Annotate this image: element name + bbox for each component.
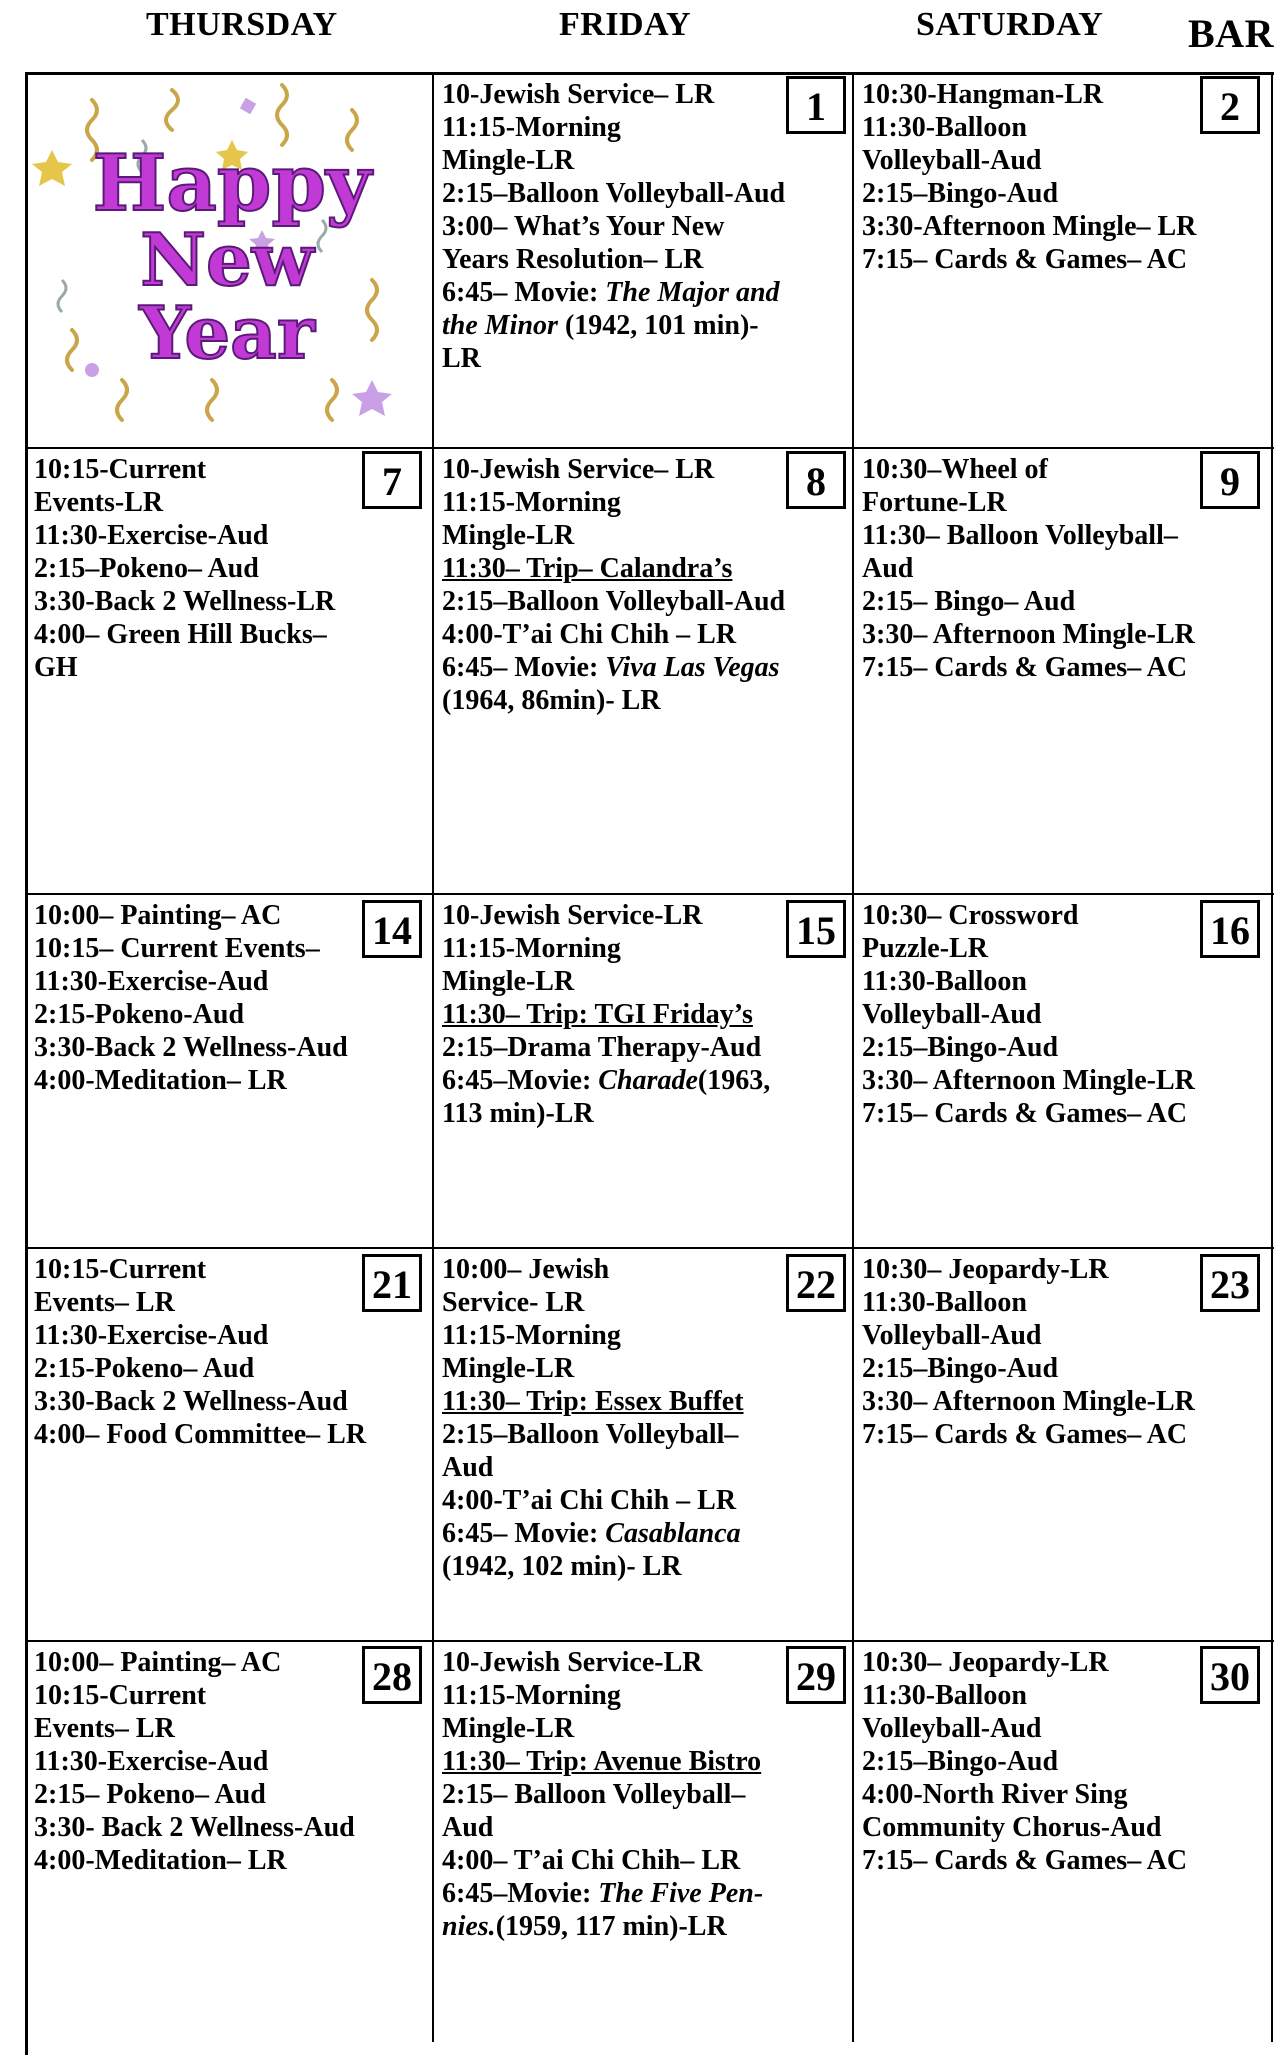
event-line [442,1844,844,1877]
event-text: Events– LR [34,1287,175,1318]
event-text: 6:45–Movie: [442,1878,599,1909]
event-line [442,1910,844,1943]
event-text: 10:15-Current [34,454,207,485]
date-number: 16 [1200,900,1260,958]
event-text: 10:30-Hangman-LR [862,79,1104,110]
event-text: 11:15-Morning [442,1320,621,1351]
event-line [442,1679,844,1712]
event-line [862,618,1264,651]
event-line [34,1712,426,1745]
movie-title: the Minor [442,310,558,341]
event-text: 10:30– Jeopardy-LR [862,1647,1109,1678]
event-line [862,1097,1264,1130]
event-text: 2:15–Bingo-Aud [862,1353,1059,1384]
header-saturday: SATURDAY [916,6,1104,43]
event-text: 6:45– Movie: [442,277,606,308]
event-line [442,1811,844,1844]
event-line [862,1778,1264,1811]
event-line [442,453,844,486]
event-line [862,1031,1264,1064]
event-text: 3:30-Back 2 Wellness-Aud [34,1032,348,1063]
event-text: 11:15-Morning [442,933,621,964]
event-line [862,1352,1264,1385]
event-text: (1942, 101 min)- [557,310,759,341]
event-text: 11:30-Exercise-Aud [34,1320,269,1351]
date-number: 28 [362,1646,422,1704]
event-line [34,1418,426,1451]
event-text: 11:30-Exercise-Aud [34,966,269,997]
event-line [862,177,1264,210]
movie-title: The Major and [605,277,780,308]
event-line [34,1385,426,1418]
event-text: 7:15– Cards & Games– AC [862,244,1188,275]
event-text: 10:00– Jewish [442,1254,610,1285]
event-line [442,1286,844,1319]
event-text: 10:15-Current [34,1680,207,1711]
event-text: 2:15– Balloon Volleyball– [442,1779,746,1810]
banner-line-2: New [140,217,314,302]
event-text: Volleyball-Aud [862,999,1042,1030]
event-line [862,1745,1264,1778]
event-text: 2:15-Pokeno– Aud [34,1353,255,1384]
event-text: 2:15–Balloon Volleyball-Aud [442,586,786,617]
event-text: 10-Jewish Service– LR [442,454,715,485]
event-text: Fortune-LR [862,487,1007,518]
event-line [442,276,844,309]
event-line [442,144,844,177]
event-text: 10:30– Crossword [862,900,1079,931]
event-line [862,651,1264,684]
event-text: Mingle-LR [442,1713,575,1744]
event-text: 4:00– Food Committee– LR [34,1419,367,1450]
event-text: Mingle-LR [442,520,575,551]
event-text: Volleyball-Aud [862,1713,1042,1744]
event-text: 10-Jewish Service-LR [442,900,703,931]
event-line [442,684,844,717]
event-text: (1963, [697,1065,771,1096]
event-line [34,1844,426,1877]
event-text: 11:15-Morning [442,487,621,518]
event-line [442,1484,844,1517]
event-line [34,651,426,684]
event-text: Puzzle-LR [862,933,988,964]
event-line [442,342,844,375]
event-line [442,1877,844,1910]
event-line [34,1811,426,1844]
date-number: 8 [786,451,846,509]
event-line [862,1418,1264,1451]
event-line [34,1031,426,1064]
banner-line-3: Year [139,290,315,375]
event-text: 11:30-Balloon [862,112,1027,143]
movie-title: The Five Pen- [598,1878,764,1909]
banner-line-1: Happy [92,138,372,229]
event-text: 11:15-Morning [442,1680,621,1711]
date-number: 14 [362,900,422,958]
event-line [442,1385,844,1418]
event-line [862,519,1264,552]
event-text: 11:15-Morning [442,112,621,143]
header-friday: FRIDAY [559,6,692,43]
event-line [442,552,844,585]
event-line [442,618,844,651]
event-line [442,1646,844,1679]
event-line [442,519,844,552]
event-line [442,899,844,932]
event-text: Aud [862,553,914,584]
movie-title: Viva Las Vegas [605,652,780,683]
event-line [442,1745,844,1778]
event-text: 3:30– Afternoon Mingle-LR [862,619,1195,650]
event-text: 11:30– Balloon Volleyball– [862,520,1178,551]
event-line [442,1097,844,1130]
event-text: 11:30-Balloon [862,1287,1027,1318]
event-text: 6:45–Movie: [442,1065,599,1096]
event-text: 10:15– Current Events– [34,933,320,964]
event-line [442,1550,844,1583]
event-line [442,1517,844,1550]
event-text: LR [442,343,481,374]
date-number: 2 [1200,76,1260,134]
event-text: Mingle-LR [442,145,575,176]
event-text: 11:30-Balloon [862,966,1027,997]
event-line [862,1844,1264,1877]
event-text: Events-LR [34,487,164,518]
event-line [34,552,426,585]
event-line [442,1031,844,1064]
date-number: 15 [786,900,846,958]
date-number: 7 [362,451,422,509]
event-line [862,210,1264,243]
event-line [442,1451,844,1484]
event-text: Years Resolution– LR [442,244,704,275]
event-text: 3:30– Afternoon Mingle-LR [862,1386,1195,1417]
event-text: 113 min)-LR [442,1098,594,1129]
event-text: 4:00-T’ai Chi Chih – LR [442,1485,737,1516]
event-text: Events– LR [34,1713,175,1744]
event-text: 3:30– Afternoon Mingle-LR [862,1065,1195,1096]
event-line [34,1064,426,1097]
event-text: 4:00– T’ai Chi Chih– LR [442,1845,741,1876]
event-line [442,965,844,998]
movie-title: nies. [442,1911,496,1942]
event-line [862,552,1264,585]
event-text: 11:30-Exercise-Aud [34,520,269,551]
event-text: GH [34,652,78,683]
date-number: 1 [786,76,846,134]
event-text: 2:15–Drama Therapy-Aud [442,1032,762,1063]
event-text: 2:15-Pokeno-Aud [34,999,245,1030]
event-text: 10:30–Wheel of [862,454,1048,485]
event-line [442,998,844,1031]
column-divider [1271,72,1273,2042]
event-text: 2:15–Balloon Volleyball-Aud [442,178,786,209]
event-text: 2:15–Bingo-Aud [862,1746,1059,1777]
date-number: 9 [1200,451,1260,509]
event-line [862,243,1264,276]
event-text: (1942, 102 min)- LR [442,1551,682,1582]
event-line [862,1712,1264,1745]
event-text: 11:30-Exercise-Aud [34,1746,269,1777]
event-line [442,1352,844,1385]
header-thursday: THURSDAY [146,6,338,43]
event-text: 11:30– Trip– Calandra’s [442,553,733,584]
event-line [442,111,844,144]
event-text: Mingle-LR [442,966,575,997]
event-text: Service- LR [442,1287,585,1318]
column-divider [432,72,434,2042]
event-line [442,1064,844,1097]
event-text: 11:30– Trip: Essex Buffet [442,1386,744,1417]
event-text: (1959, 117 min)-LR [495,1911,727,1942]
event-text: 6:45– Movie: [442,1518,606,1549]
event-text: 4:00– Green Hill Bucks– [34,619,327,650]
date-number: 30 [1200,1646,1260,1704]
event-line [34,1745,426,1778]
event-text: 7:15– Cards & Games– AC [862,1098,1188,1129]
event-text: 3:30-Afternoon Mingle– LR [862,211,1197,242]
event-text: 2:15– Bingo– Aud [862,586,1076,617]
event-line [862,965,1264,998]
event-text: 7:15– Cards & Games– AC [862,1845,1188,1876]
event-line [34,519,426,552]
event-text: 11:30– Trip: TGI Friday’s [442,999,753,1030]
header-extra-cut: BAR [1188,11,1274,56]
event-text: 7:15– Cards & Games– AC [862,1419,1188,1450]
event-text: 7:15– Cards & Games– AC [862,652,1188,683]
event-line [442,177,844,210]
event-text: 10:00– Painting– AC [34,900,282,931]
event-text: (1964, 86min)- LR [442,685,661,716]
event-line [862,144,1264,177]
event-text: 6:45– Movie: [442,652,606,683]
event-line [442,486,844,519]
date-number: 23 [1200,1254,1260,1312]
event-text: 4:00-Meditation– LR [34,1845,287,1876]
event-text: 3:30- Back 2 Wellness-Aud [34,1812,355,1843]
event-line [34,1778,426,1811]
event-text: 10:30– Jeopardy-LR [862,1254,1109,1285]
event-line [34,998,426,1031]
event-text: 2:15–Pokeno– Aud [34,553,259,584]
event-line [442,1253,844,1286]
event-text: Volleyball-Aud [862,145,1042,176]
event-text: Aud [442,1812,494,1843]
event-line [442,309,844,342]
date-number: 22 [786,1254,846,1312]
event-text: 4:00-North River Sing [862,1779,1128,1810]
event-text: 10-Jewish Service-LR [442,1647,703,1678]
event-text: 2:15–Bingo-Aud [862,1032,1059,1063]
movie-title: Casablanca [605,1518,741,1549]
event-line [862,998,1264,1031]
event-text: 2:15–Bingo-Aud [862,178,1059,209]
event-text: 3:30-Back 2 Wellness-Aud [34,1386,348,1417]
event-line [862,1385,1264,1418]
event-text: Volleyball-Aud [862,1320,1042,1351]
event-line [862,1811,1264,1844]
event-text: 4:00-Meditation– LR [34,1065,287,1096]
event-text: 3:00– What’s Your New [442,211,725,242]
event-text: 2:15–Balloon Volleyball– [442,1419,739,1450]
event-text: 4:00-T’ai Chi Chih – LR [442,619,737,650]
event-line [442,210,844,243]
event-text: 10:00– Painting– AC [34,1647,282,1678]
happy-new-year-clipart [32,80,432,430]
event-line [442,651,844,684]
event-text: 2:15– Pokeno– Aud [34,1779,266,1810]
date-number: 29 [786,1646,846,1704]
date-number: 21 [362,1254,422,1312]
column-divider [852,72,854,2042]
event-line [34,618,426,651]
event-line [34,1319,426,1352]
event-line [34,1352,426,1385]
event-text: 10:15-Current [34,1254,207,1285]
event-line [442,585,844,618]
event-line [862,1064,1264,1097]
event-text: 3:30-Back 2 Wellness-LR [34,586,336,617]
event-line [862,585,1264,618]
event-text: 11:30– Trip: Avenue Bistro [442,1746,762,1777]
event-line [442,78,844,111]
event-text: Community Chorus-Aud [862,1812,1162,1843]
event-text: 11:30-Balloon [862,1680,1027,1711]
event-line [34,585,426,618]
event-line [442,1712,844,1745]
event-line [34,965,426,998]
event-text: 10-Jewish Service– LR [442,79,715,110]
event-line [442,932,844,965]
event-line [442,1418,844,1451]
event-line [442,1319,844,1352]
event-line [862,1319,1264,1352]
movie-title: Charade [598,1065,698,1096]
event-line [442,1778,844,1811]
event-text: Aud [442,1452,494,1483]
event-line [442,243,844,276]
event-text: Mingle-LR [442,1353,575,1384]
